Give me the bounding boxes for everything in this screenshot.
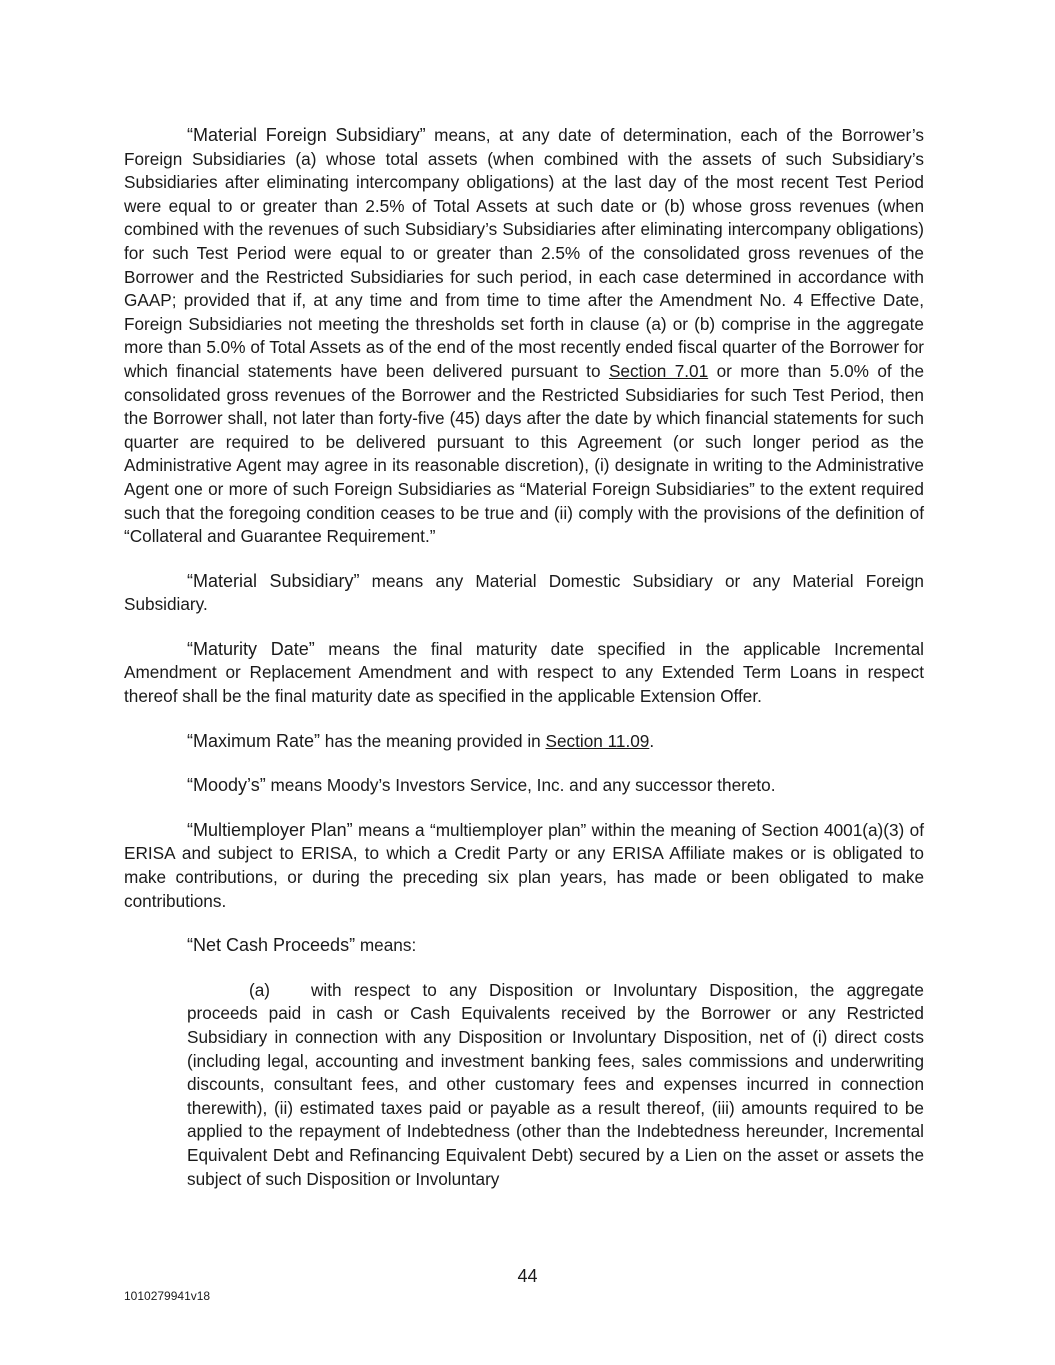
definition-maximum-rate [124,730,924,754]
definition-text: means Moody’s Investors Service, Inc. and any successor thereto. [265,775,776,796]
definition-text: means the final maturity date specified in the applicable Incremental Amendment or Replacement Amendment and with respect to any Extended Term Loans in respect thereof shall be the final maturity date as specified in the applicable Extension Offer. [124,638,924,707]
definition-net-cash-proceeds [124,934,924,958]
definition-multiemployer-plan [124,819,924,913]
defined-term: “Material Foreign Subsidiary” [187,125,426,145]
definition-text: has the meaning provided in [320,730,546,751]
subclause-a [187,979,924,1191]
document-id: 1010279941v18 [124,1289,211,1303]
definition-text: means a “multiemployer plan” within the meaning of Section 4001(a)(3) of ERISA and subject to ERISA, to which a Credit Party or any ERISA Affiliate makes or is obligated to make contributions, or during the preceding six plan years, has made or been obligated to make contributions. [124,819,924,911]
definition-maturity-date [124,638,924,709]
section-reference-link[interactable]: Section 7.01 [608,360,709,381]
definition-text: or more than 5.0% of the consolidated gross revenues of the Borrower and the Restricted Subsidiaries for such Test Period, then the Borrower shall, not later than forty-five (45) days after the date by which financial statements for such quarter are required to be delivered pursuant to this Agreement (or such longer period as the Administrative Agent may agree in its reasonable discretion), (i) designate in writing to the Administrative Agent one or more of such Foreign Subsidiaries as “Material Foreign Subsidiaries” to the extent required such that the foregoing condition ceases to be true and (ii) comply with the provisions of the definition of “Collateral and Guarantee Requirement.” [124,360,924,547]
defined-term: “Maturity Date” [187,638,315,659]
page-number: 44 [517,1266,538,1286]
document-body [124,124,924,1191]
subclause-label: (a) [249,979,271,1000]
defined-term: “Maximum Rate” [187,730,321,751]
definition-moodys [124,774,924,798]
section-reference-link[interactable]: Section 11.09 [545,730,650,751]
definition-material-subsidiary [124,570,924,617]
defined-term: “Net Cash Proceeds” [187,935,356,956]
defined-term: “Material Subsidiary” [187,570,360,591]
definition-material-foreign-subsidiary [124,124,924,549]
definition-text: means any Material Domestic Subsidiary or any Material Foreign Subsidiary. [124,570,924,615]
definition-text: . [649,730,655,751]
subclause-text: with respect to any Disposition or Involuntary Disposition, the aggregate proceeds paid in cash or Cash Equivalents received by the Borrower or any Restricted Subsidiary in connection with any Disposition or Involuntary Disposition, net of (i) direct costs (including legal, accounting and investment banking fees, sales commissions and underwriting discounts, consultant fees, and other customary fees and expenses incurred in connection therewith), (ii) estimated taxes paid or payable as a result thereof, (iii) amounts required to be applied to the repayment of Indebtedness (other than the Indebtedness hereunder, Incremental Equivalent Debt and Refinancing Equivalent Debt) secured by a Lien on the asset or assets the subject of such Disposition or Involuntary [187,979,924,1189]
defined-term: “Moody’s” [187,775,266,796]
definition-text: means, at any date of determination, each of the Borrower’s Foreign Subsidiaries (a) whose total assets (when combined with the assets of such Subsidiary’s Subsidiaries after eliminating intercompany obligations) at the last day of the most recent Test Period were equal to or greater than 2.5% of Total Assets at such date or (b) whose gross revenues (when combined with the revenues of such Subsidiary’s Subsidiaries after eliminating intercompany obligations) for such Test Period were equal to or greater than 2.5% of the consolidated gross revenues of the Borrower and the Restricted Subsidiaries for such period, in each case determined in accordance with GAAP; provided that if, at any time and from time to time after the Amendment No. 4 Effective Date, Foreign Subsidiaries not meeting the thresholds set forth in clause (a) or (b) comprise in the aggregate more than 5.0% of Total Assets as of the end of the most recently ended fiscal quarter of the Borrower for which financial statements have been delivered pursuant to [124,125,924,381]
definition-text: means: [355,935,417,956]
defined-term: “Multiemployer Plan” [187,819,353,840]
